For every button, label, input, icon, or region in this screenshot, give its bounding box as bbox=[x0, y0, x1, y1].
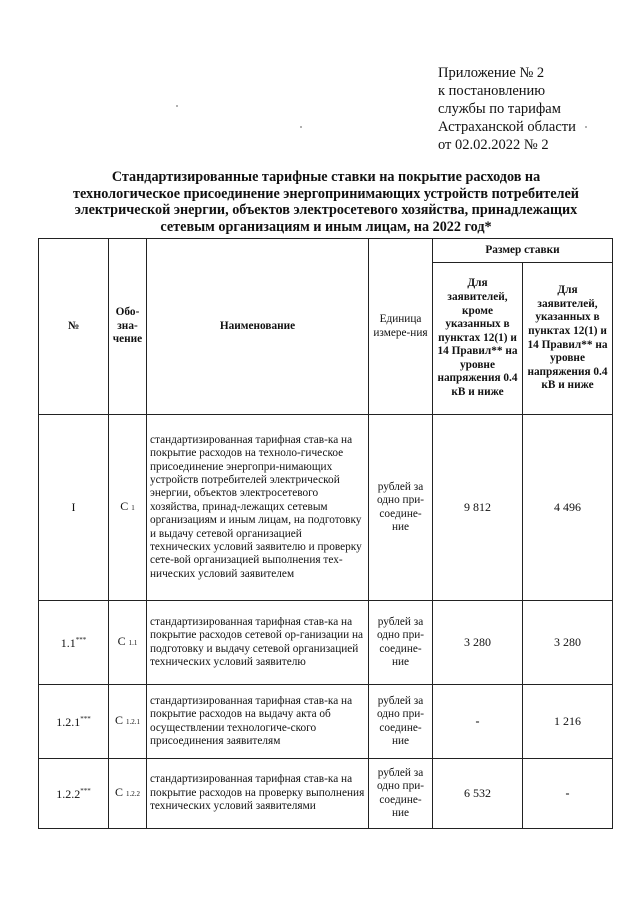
row-name: стандартизированная тарифная став-ка на покрытие расходов сетевой ор-ганизации на подготовку и выдачу сетевой организацией технических условий заявителю bbox=[147, 601, 369, 685]
appendix-line: службы по тарифам bbox=[438, 101, 561, 117]
row-rate-listed: 3 280 bbox=[523, 601, 613, 685]
row-name: стандартизированная тарифная став-ка на покрытие расходов на выдачу акта об осуществлении технологиче-ского присоединения заявителям bbox=[147, 685, 369, 759]
row-rate-other: 9 812 bbox=[433, 415, 523, 601]
row-designation: С 1.2.1 bbox=[109, 685, 147, 759]
appendix-line: к постановлению bbox=[438, 83, 546, 99]
row-num: 1.1*** bbox=[39, 601, 109, 685]
table-row bbox=[39, 601, 613, 685]
header-rate-group: Размер ставки bbox=[433, 239, 613, 263]
table-row bbox=[39, 415, 613, 601]
row-rate-listed: - bbox=[523, 759, 613, 829]
row-num: I bbox=[39, 415, 109, 601]
row-unit: рублей за одно при-соедине-ние bbox=[369, 759, 433, 829]
scan-speck bbox=[300, 126, 302, 128]
row-num: 1.2.2*** bbox=[39, 759, 109, 829]
row-rate-listed: 4 496 bbox=[523, 415, 613, 601]
table-row bbox=[39, 685, 613, 759]
row-num: 1.2.1*** bbox=[39, 685, 109, 759]
table-row bbox=[39, 759, 613, 829]
document-title bbox=[40, 169, 612, 235]
row-rate-other: - bbox=[433, 685, 523, 759]
header-rate-listed: Для заявителей, указанных в пунктах 12(1) и 14 Правил** на уровне напряжения 0.4 кВ и ниже bbox=[523, 263, 613, 415]
row-unit: рублей за одно при-соедине-ние bbox=[369, 415, 433, 601]
header-designation: Обо-зна-чение bbox=[109, 239, 147, 415]
appendix-line: Приложение № 2 bbox=[438, 65, 545, 81]
title-line: электрической энергии, объектов электросетевого хозяйства, принадлежащих bbox=[74, 202, 578, 218]
row-name: стандартизированная тарифная став-ка на покрытие расходов на техноло-гическое присоединение энергопри-нимающих устройств потребителей электрической энергии, объектов электросетевого хозяйства, принад-лежащих сетевым организациям и иным лицам, на подготовку и выдачу сетевой организацией технических условий заявителю и проверку сете-вой организацией выполнения тех-нических условий заявителем bbox=[147, 415, 369, 601]
row-rate-other: 6 532 bbox=[433, 759, 523, 829]
row-designation: С 1.1 bbox=[109, 601, 147, 685]
title-line: сетевым организациям и иным лицам, на 2022 год* bbox=[160, 218, 492, 235]
row-designation: С 1 bbox=[109, 415, 147, 601]
appendix-line: от 02.02.2022 № 2 bbox=[438, 137, 549, 153]
header-name: Наименование bbox=[147, 239, 369, 415]
row-unit: рублей за одно при-соедине-ние bbox=[369, 685, 433, 759]
row-rate-other: 3 280 bbox=[433, 601, 523, 685]
appendix-block bbox=[438, 64, 628, 154]
tariff-table bbox=[38, 238, 613, 829]
scan-speck bbox=[176, 105, 178, 107]
scan-speck bbox=[585, 126, 587, 128]
appendix-line: Астраханской области bbox=[438, 119, 576, 135]
row-designation: С 1.2.2 bbox=[109, 759, 147, 829]
header-rate-other: Для заявителей, кроме указанных в пунктах 12(1) и 14 Правил** на уровне напряжения 0.4 кВ и ниже bbox=[433, 263, 523, 415]
row-name: стандартизированная тарифная став-ка на покрытие расходов на проверку выполнения технических условий заявителями bbox=[147, 759, 369, 829]
row-unit: рублей за одно при-соедине-ние bbox=[369, 601, 433, 685]
header-unit: Единица измере-ния bbox=[369, 239, 433, 415]
title-line: технологическое присоединение энергопринимающих устройств потребителей bbox=[73, 185, 579, 202]
title-line: Стандартизированные тарифные ставки на покрытие расходов на bbox=[111, 169, 541, 185]
header-num: № bbox=[39, 239, 109, 415]
row-rate-listed: 1 216 bbox=[523, 685, 613, 759]
